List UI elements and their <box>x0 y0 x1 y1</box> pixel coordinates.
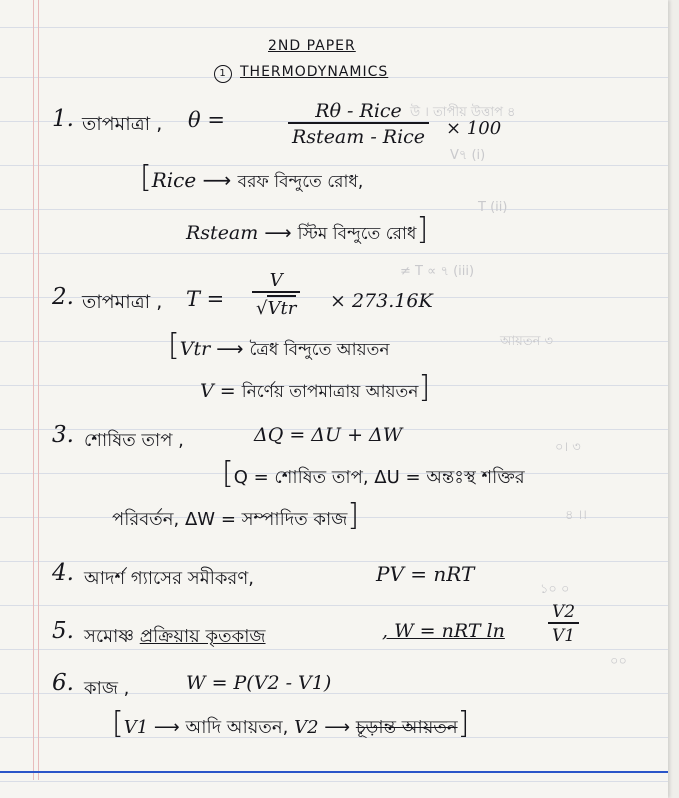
item-2-denominator: √Vtr <box>252 293 300 319</box>
close-bracket: ] <box>416 212 429 247</box>
item-5-label: সমোষ্ণ প্রক্রিয়ায় কৃতকাজ <box>84 626 266 647</box>
bottom-rule <box>0 771 668 773</box>
item-1-denominator: Rsteam - Rice <box>292 126 426 148</box>
margin-line <box>33 0 34 780</box>
item-2-label: তাপমাত্রা , <box>82 291 163 313</box>
item-6-label: কাজ , <box>84 678 130 699</box>
item-3-note-line-1: [Q = শোষিত তাপ, ΔU = অন্তঃস্থ শক্তির <box>222 456 525 491</box>
item-1-note-line-2: Rsteam ⟶ স্টিম বিন্দুতে রোধ] <box>186 212 429 247</box>
item-1-note-line-1: [Rice ⟶ বরফ বিন্দুতে রোধ, <box>140 160 364 195</box>
item-3-number: 3. <box>52 422 74 448</box>
section-title-text: THERMODYNAMICS <box>240 64 389 80</box>
show-through-text: ৪ ।। <box>565 508 587 523</box>
item-5-fraction <box>548 602 579 646</box>
item-2-multiplier: × 273.16K <box>330 290 433 312</box>
show-through-text: ১০ ০ <box>540 582 570 597</box>
item-6-formula: W = P(V2 - V1) <box>186 672 332 694</box>
item-4-label: আদর্শ গ্যাসের সমীকরণ, <box>84 568 254 589</box>
item-1-lhs: θ = <box>188 108 225 132</box>
show-through-text: T (ii) <box>478 200 508 215</box>
item-1-fraction <box>288 100 429 148</box>
paper-title: 2ND PAPER <box>268 38 356 54</box>
item-6-note: [V1 ⟶ আদি আয়তন, V2 ⟶ চূড়ান্ত আয়তন] <box>112 706 470 741</box>
item-4-formula: PV = nRT <box>376 562 475 586</box>
show-through-text: ০০ <box>610 654 627 669</box>
show-through-text: উ । তাপীয় উত্তাপ ৪ <box>410 105 516 120</box>
item-2-note-line-2: V = নির্ণেয় তাপমাত্রায় আয়তন] <box>200 370 431 405</box>
item-2-fraction <box>252 270 300 319</box>
item-2-note-line-1: [Vtr ⟶ ত্রৈধ বিন্দুতে আয়তন <box>168 328 390 363</box>
show-through-text: V৭ (i) <box>450 148 486 163</box>
item-2-number: 2. <box>52 284 74 310</box>
item-5-denominator: V1 <box>552 626 576 646</box>
item-5-numerator: V2 <box>548 602 579 624</box>
item-5-formula-lhs: , W = nRT ln <box>382 620 505 642</box>
item-3-label: শোষিত তাপ , <box>84 430 184 451</box>
item-2-numerator: V <box>252 270 300 293</box>
open-bracket: [ <box>140 160 152 195</box>
item-5-number: 5. <box>52 618 74 644</box>
show-through-text: ০। ৩ <box>555 440 581 455</box>
section-number-circle: 1 <box>214 65 232 83</box>
show-through-text: আয়তন ৩ <box>500 334 553 349</box>
item-3-formula: ΔQ = ΔU + ΔW <box>254 424 403 446</box>
item-1-numerator: Rθ - Rice <box>288 100 429 124</box>
section-title <box>214 64 388 83</box>
item-3-note-line-2: পরিবর্তন, ΔW = সম্পাদিত কাজ] <box>112 498 360 533</box>
item-6-number: 6. <box>52 670 74 696</box>
margin-line <box>38 0 39 780</box>
show-through-text: ≠ T ∝ ৭ (iii) <box>400 264 475 279</box>
item-1-multiplier: × 100 <box>446 118 502 139</box>
item-4-number: 4. <box>52 560 74 586</box>
item-1-number: 1. <box>52 106 74 132</box>
item-1-label: তাপমাত্রা , <box>82 113 163 135</box>
item-2-lhs: T = <box>186 287 225 311</box>
